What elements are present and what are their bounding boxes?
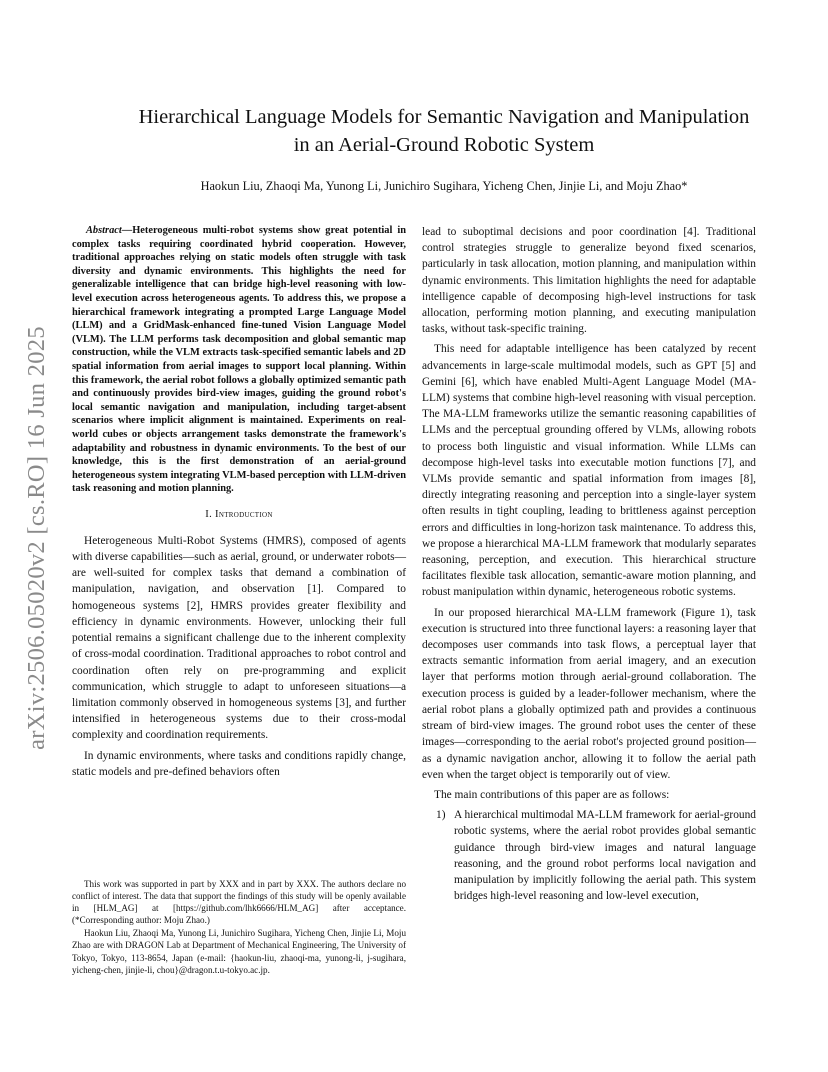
arxiv-identifier-text: arXiv:2506.05020v2 [cs.RO] 16 Jun 2025 [23,325,51,750]
right-column [422,224,756,904]
footnote-funding: This work was supported in part by XXX and in part by XXX. The authors declare no conflict of interest. The data that support the findings of this study will be openly available in [HLM_AG] at [https://github.com/lhk6666/HLM_AG] after acceptance. (*Corresponding author: Moju Zhao.) [72,879,406,926]
title-line-2: in an Aerial-Ground Robotic System [293,134,595,156]
title-line-1: Hierarchical Language Models for Semantic Navigation and Manipulation [138,106,750,128]
author-list: Haokun Liu, Zhaoqi Ma, Yunong Li, Junichiro Sugihara, Yicheng Chen, Jinjie Li, and Moju Zhao* [200,179,688,193]
left-column [72,224,406,784]
contributions-intro: The main contributions of this paper are as follows: [434,788,670,801]
abstract-text: —Heterogeneous multi-robot systems show great potential in complex tasks requiring coordinated hybrid cooperation. However, traditional approaches relying on static models often struggle with task diversity and dynamic environments. This highlights the need for generalizable intelligence that can bridge high-level reasoning with low-level execution across heterogeneous agents. To address this, we propose a hierarchical framework integrating a prompted Large Language Model (LLM) and a GridMask-enhanced fine-tuned Vision Language Model (VLM). The LLM performs task decomposition and global semantic map construction, while the VLM extracts task-specified semantic labels and 2D spatial information from aerial images to support local planning. Within this framework, the aerial robot follows a globally optimized semantic path and continuously provides bird-view images, guiding the ground robot's local semantic navigation and manipulation, including target-absent scenarios where implicit alignment is maintained. Experiments on real-world cubes or objects arrangement tasks demonstrate the framework's adaptability and robustness in dynamic environments. To the best of our knowledge, this is the first demonstration of an aerial-ground heterogeneous system integrating VLM-based perception with LLM-driven task reasoning and motion planning. [72,225,406,495]
abstract [72,224,406,496]
contributions-list [422,807,756,904]
intro-paragraph-4: This need for adaptable intelligence has been catalyzed by recent advancements in large-scale multimodal models, such as GPT [5] and Gemini [6], which have enabled Multi-Agent Language Model (MA-LLM) systems that combine high-level reasoning with visual perception. The MA-LLM frameworks utilize the semantic reasoning capabilities of LLMs and the perceptual grounding offered by VLMs, allowing robots to process both linguistic and visual information. While LLMs can decompose high-level tasks into executable motion functions [7], and VLMs provide semantic and spatial information from images [8], directly integrating reasoning and perception into a single-layer system often results in tight coupling, leading to brittleness against perception errors and difficulties in long-horizon task maintenance. To address this, we propose a hierarchical MA-LLM framework that modularly separates reasoning, perception, and execution. This hierarchical structure facilitates flexible task allocation, semantic-aware motion planning, and robust manipulation within dynamic, heterogeneous robotic systems. [422,343,756,599]
list-item-number: 1) [436,809,446,822]
paper-title [60,103,828,159]
intro-paragraph-5: In our proposed hierarchical MA-LLM framework (Figure 1), task execution is structured into three functional layers: a reasoning layer that decomposes user commands into task flows, a perceptual layer that extracts semantic information from aerial imagery, and an execution layer that performs motion through aerial-ground collaboration. The execution process is guided by a leader-follower mechanism, where the aerial robot plans a globally optimized path and provides a continuous stream of bird-view images. The ground robot uses the center of these images—corresponding to the aerial robot's projected ground position—as a dynamic navigation anchor, allowing it to follow the aerial path even when the target object is temporarily out of view. [422,606,756,781]
list-item-text: A hierarchical multimodal MA-LLM framework for aerial-ground robotic systems, where the aerial robot provides global semantic guidance through bird-view images and natural language reasoning, and the ground robot performs local navigation and manipulation by implicitly following the aerial path. This system bridges high-level reasoning and low-level execution, [454,809,756,903]
arxiv-identifier [16,305,58,770]
abstract-label: Abstract [86,225,122,236]
intro-paragraph-1: Heterogeneous Multi-Robot Systems (HMRS), composed of agents with diverse capabilities—such as aerial, ground, or underwater robots—are well-suited for complex tasks that demand a combination of manipulation, navigation, and observation [1]. Compared to homogeneous systems [2], HMRS provides greater flexibility and efficiency in dynamic environments. However, unlocking their full potential remains a significant challenge due to the inherent complexity of cross-modal coordination. Traditional approaches to robot control and coordination often rely on pre-programming and explicit communication, which struggle to adapt to unforeseen situations—a limitation commonly observed in homogeneous systems [3], and further intensified in heterogeneous systems due to their cross-modal complexity and coordination requirements. [72,534,406,742]
intro-paragraph-3: lead to suboptimal decisions and poor coordination [4]. Traditional control strategies struggle to generalize beyond fixed scenarios, particularly in task allocation, motion planning, and manipulation within dynamic environments. This limitation highlights the need for adaptable intelligence capable of decomposing high-level instructions for task allocation, performing motion planning, and executing manipulation tasks, without task-specific training. [422,226,756,336]
list-item [422,807,756,904]
section-heading-introduction: I. Introduction [205,508,273,520]
footnote-affiliations: Haokun Liu, Zhaoqi Ma, Yunong Li, Junichiro Sugihara, Yicheng Chen, Jinjie Li, Moju Zhao are with DRAGON Lab at Department of Mechanical Engineering, The University of Tokyo, Tokyo, 113-8654, Japan (e-mail: {haokun-liu, zhaoqi-ma, yunong-li, j-sugihara, yicheng-chen, jinjie-li, chou}@dragon.t.u-tokyo.ac.jp. [72,928,406,975]
footnotes [72,878,406,977]
intro-paragraph-2: In dynamic environments, where tasks and conditions rapidly change, static models and pre-defined behaviors often [72,749,406,778]
